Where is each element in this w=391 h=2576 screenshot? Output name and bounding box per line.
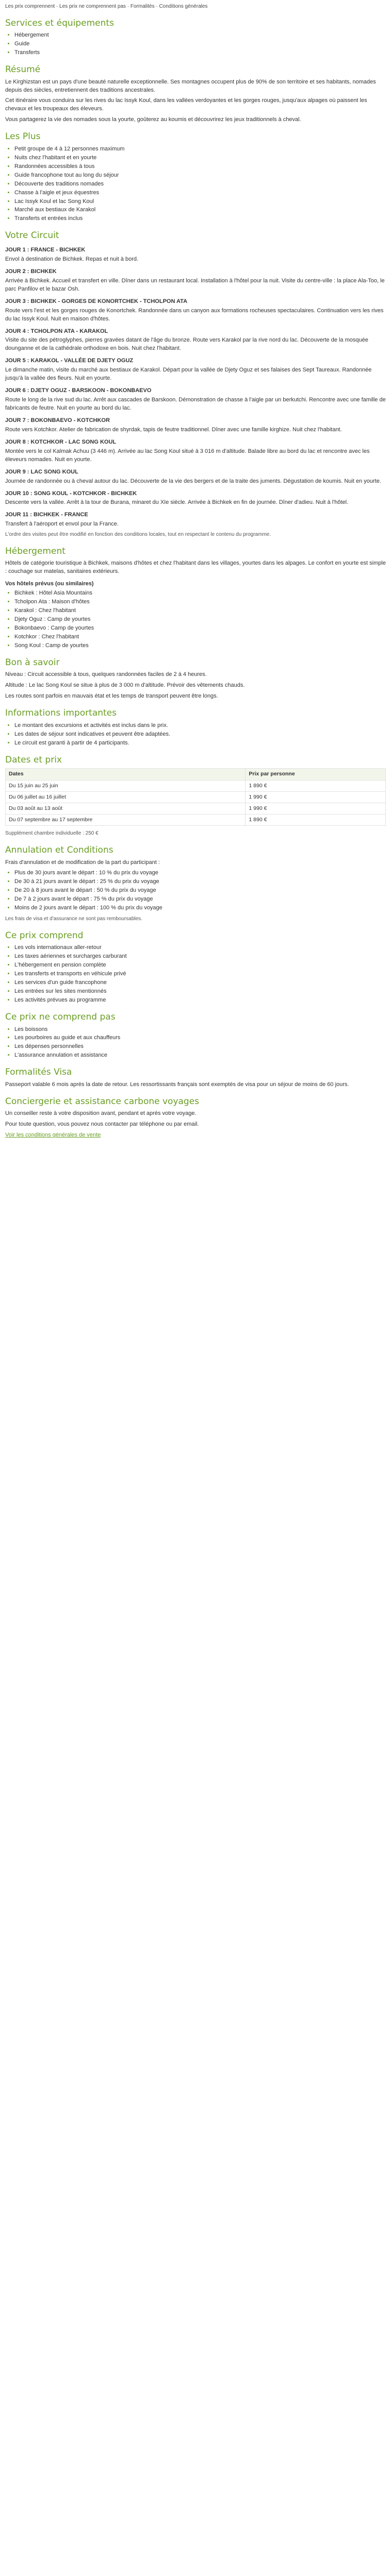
- table-row: [6, 780, 386, 791]
- table-cell: Du 07 septembre au 17 septembre: [6, 815, 246, 826]
- day-text: Arrivée à Bichkek. Accueil et transfert en ville. Dîner dans un restaurant local. Installation à l'hôtel pour la nuit. Visite du centre-ville : la place Ala-Too, le parc Panfilov et le bazar Osh.: [5, 277, 385, 292]
- list-item: • Le montant des excursions et activités est inclus dans le prix.: [14, 722, 386, 730]
- list-item: • Plus de 30 jours avant le départ : 10 % du prix du voyage: [14, 869, 386, 877]
- intro-paragraph: Cet itinéraire vous conduira sur les rives du lac Issyk Koul, dans les vallées verdoyantes et les gorges rouges, jusqu'aux alpages où paissent les chevaux et les troupeaux des éleveurs.: [5, 97, 367, 112]
- important-info-list: [5, 722, 386, 748]
- day-text: Le dimanche matin, visite du marché aux bestiaux de Karakol. Départ pour la vallée de Djety Oguz et ses falaises des Sept Taureaux. Randonnée jusqu'à la vallée des fleurs. Nuit en yourte.: [5, 367, 372, 382]
- day-title: JOUR 11 : BICHKEK - FRANCE: [5, 512, 88, 518]
- list-item: • Les boissons: [14, 1026, 386, 1034]
- table-row: [6, 803, 386, 814]
- lodging-title: Hébergement: [5, 546, 66, 556]
- list-item: • Petit groupe de 4 à 12 personnes maximum: [14, 145, 386, 154]
- day-title: JOUR 10 : SONG KOUL - KOTCHKOR - BICHKEK: [5, 490, 137, 497]
- lodging-text: Hôtels de catégorie touristique à Bichkek, maisons d'hôtes et chez l'habitant dans les villages, yourtes dans les alpages. Le confort en yourte est simple : couchage sur matelas, sanitaires extérieurs.: [5, 560, 386, 575]
- day-title: JOUR 3 : BICHKEK - GORGES DE KONORTCHEK - TCHOLPON ATA: [5, 298, 188, 304]
- table-header: Prix par personne: [246, 769, 386, 780]
- highlights-list: [5, 145, 386, 223]
- list-item: • Guide francophone tout au long du séjour: [14, 172, 386, 180]
- intro-paragraph: Vous partagerez la vie des nomades sous la yourte, goûterez au koumis et découvrirez les jeux traditionnels à cheval.: [5, 116, 301, 123]
- list-item: • Les entrées sur les sites mentionnés: [14, 988, 386, 996]
- list-item: • De 30 à 21 jours avant le départ : 25 % du prix du voyage: [14, 878, 386, 886]
- page: [0, 0, 391, 1153]
- list-item: • Moins de 2 jours avant le départ : 100 % du prix du voyage: [14, 904, 386, 912]
- list-item: • Les services d'un guide francophone: [14, 979, 386, 987]
- program-note: L'ordre des visites peut être modifié en fonction des conditions locales, tout en respectant le contenu du programme.: [5, 532, 271, 538]
- list-item: • Le circuit est garanti à partir de 4 participants.: [14, 739, 386, 748]
- list-item: • Chasse à l'aigle et jeux équestres: [14, 189, 386, 197]
- list-item: • Les activités prévues au programme: [14, 996, 386, 1005]
- dates-note: Supplément chambre individuelle : 250 €: [5, 831, 99, 837]
- day-text: Route vers l'est et les gorges rouges de Konortchek. Randonnée dans un canyon aux formations rocheuses spectaculaires. Continuation vers les rives du lac Issyk Koul. Nuit en maison d'hôtes.: [5, 307, 384, 322]
- services-title: Services et équipements: [5, 18, 114, 28]
- list-item: • Karakol : Chez l'habitant: [14, 607, 386, 615]
- price-table: [5, 768, 386, 826]
- assistance-text: Pour toute question, vous pouvez nous contacter par téléphone ou par email.: [5, 1121, 199, 1128]
- day-text: Route vers Kotchkor. Atelier de fabrication de shyrdak, tapis de feutre traditionnel. Dîner avec une famille kirghize. Nuit chez l'habitant.: [5, 426, 342, 433]
- day-text: Route le long de la rive sud du lac. Arrêt aux cascades de Barskoon. Démonstration de chasse à l'aigle par un berkutchi. Rencontre avec une famille de fabricants de feutre. Nuit en yourte au bord du lac.: [5, 397, 386, 411]
- list-item: • Les taxes aériennes et surcharges carburant: [14, 953, 386, 961]
- table-cell: 1 890 €: [246, 780, 386, 791]
- visa-text: Passeport valable 6 mois après la date de retour. Les ressortissants français sont exemptés de visa pour un séjour de moins de 60 jours.: [5, 1081, 349, 1088]
- day-title: JOUR 8 : KOTCHKOR - LAC SONG KOUL: [5, 438, 117, 445]
- program-title: Votre Circuit: [5, 230, 59, 241]
- visa-title: Formalités Visa: [5, 1067, 72, 1078]
- day-title: JOUR 9 : LAC SONG KOUL: [5, 468, 78, 475]
- important-info-title: Informations importantes: [5, 708, 117, 719]
- day-text: Descente vers la vallée. Arrêt à la tour de Burana, minaret du XIe siècle. Arrivée à Bichkek en fin de journée. Dîner d'adieu. Nuit à l'hôtel.: [5, 499, 349, 506]
- list-item: • Transferts et entrées inclus: [14, 215, 386, 223]
- list-item: • Les transferts et transports en véhicule privé: [14, 970, 386, 978]
- list-item: • Kotchkor : Chez l'habitant: [14, 633, 386, 641]
- intro-paragraph: Le Kirghizstan est un pays d'une beauté naturelle exceptionnelle. Ses montagnes occupent plus de 90% de son territoire et ses habitants, nomades depuis des siècles, entretiennent des traditions ancestrales.: [5, 78, 376, 93]
- list-item: • Marché aux bestiaux de Karakol: [14, 206, 386, 214]
- day-text: Envol à destination de Bichkek. Repas et nuit à bord.: [5, 256, 139, 262]
- good-to-know-text: Niveau : Circuit accessible à tous, quelques randonnées faciles de 2 à 4 heures.: [5, 671, 207, 678]
- list-item: • L'assurance annulation et assistance: [14, 1052, 386, 1060]
- table-row: [6, 769, 386, 780]
- list-item: • Nuits chez l'habitant et en yourte: [14, 154, 386, 162]
- list-item: • Les vols internationaux aller-retour: [14, 944, 386, 952]
- good-to-know-text: Altitude : Le lac Song Koul se situe à plus de 3 000 m d'altitude. Prévoir des vêtements chauds.: [5, 682, 245, 689]
- table-row: [6, 815, 386, 826]
- day-title: JOUR 5 : KARAKOL - VALLÉE DE DJETY OGUZ: [5, 358, 134, 364]
- services-list: [5, 31, 386, 57]
- terms-link[interactable]: Voir les conditions générales de vente: [5, 1132, 101, 1139]
- lodging-list-title: Vos hôtels prévus (ou similaires): [5, 581, 94, 587]
- table-row: [6, 791, 386, 803]
- program-days: [5, 246, 386, 529]
- list-item: • Les dépenses personnelles: [14, 1043, 386, 1051]
- list-item: • De 20 à 8 jours avant le départ : 50 % du prix du voyage: [14, 887, 386, 895]
- table-cell: Du 06 juillet au 16 juillet: [6, 791, 246, 803]
- day-text: Journée de randonnée ou à cheval autour du lac. Découverte de la vie des bergers et de la traite des juments. Dégustation de koumis. Nuit en yourte.: [5, 478, 381, 484]
- table-cell: Du 15 juin au 25 juin: [6, 780, 246, 791]
- not-included-title: Ce prix ne comprend pas: [5, 1011, 116, 1022]
- good-to-know-title: Bon à savoir: [5, 657, 60, 668]
- list-item: • Guide: [14, 40, 386, 48]
- list-item: • Transferts: [14, 49, 386, 57]
- dates-title: Dates et prix: [5, 754, 62, 765]
- list-item: • Les dates de séjour sont indicatives et peuvent être adaptées.: [14, 731, 386, 739]
- cancellation-title: Annulation et Conditions: [5, 844, 113, 855]
- good-to-know-text: Les routes sont parfois en mauvais état et les temps de transport peuvent être longs.: [5, 693, 218, 700]
- cancellation-text: Frais d'annulation et de modification de la part du participant :: [5, 859, 160, 866]
- list-item: • Song Koul : Camp de yourtes: [14, 642, 386, 650]
- top-nav-line: Les prix comprennent · Les prix ne comprennent pas · Formalités · Conditions générales: [5, 4, 208, 9]
- day-title: JOUR 6 : DJETY OGUZ - BARSKOON - BOKONBAEVO: [5, 387, 152, 394]
- day-title: JOUR 2 : BICHKEK: [5, 268, 57, 275]
- table-cell: 1 890 €: [246, 815, 386, 826]
- day-title: JOUR 4 : TCHOLPON ATA - KARAKOL: [5, 328, 108, 334]
- list-item: • Bokonbaevo : Camp de yourtes: [14, 624, 386, 633]
- list-item: • Randonnées accessibles à tous: [14, 163, 386, 171]
- highlights-title: Les Plus: [5, 131, 41, 142]
- assistance-title: Conciergerie et assistance carbone voyages: [5, 1096, 200, 1107]
- included-title: Ce prix comprend: [5, 930, 84, 941]
- list-item: • L'hébergement en pension complète: [14, 961, 386, 970]
- list-item: • Djety Oguz : Camp de yourtes: [14, 616, 386, 624]
- list-item: • Découverte des traditions nomades: [14, 180, 386, 189]
- day-text: Transfert à l'aéroport et envol pour la France.: [5, 521, 119, 528]
- table-cell: 1 990 €: [246, 791, 386, 803]
- list-item: • Tcholpon Ata : Maison d'hôtes: [14, 598, 386, 606]
- table-cell: Du 03 août au 13 août: [6, 803, 246, 814]
- lodging-list: [5, 589, 386, 650]
- list-item: • Les pourboires au guide et aux chauffeurs: [14, 1034, 386, 1042]
- assistance-text: Un conseiller reste à votre disposition avant, pendant et après votre voyage.: [5, 1110, 197, 1117]
- intro-title: Résumé: [5, 64, 41, 75]
- table-header: Dates: [6, 769, 246, 780]
- list-item: • Hébergement: [14, 31, 386, 40]
- day-title: JOUR 7 : BOKONBAEVO - KOTCHKOR: [5, 417, 110, 423]
- day-title: JOUR 1 : FRANCE - BICHKEK: [5, 247, 86, 253]
- list-item: • Bichkek : Hôtel Asia Mountains: [14, 589, 386, 598]
- day-text: Montée vers le col Kalmak Achuu (3 446 m). Arrivée au lac Song Koul situé à 3 016 m d'altitude. Balade libre au bord du lac et rencontre avec les éleveurs nomades. Nuit en yourte.: [5, 448, 370, 463]
- cancellation-note: Les frais de visa et d'assurance ne sont pas remboursables.: [5, 916, 142, 922]
- list-item: • Lac Issyk Koul et lac Song Koul: [14, 198, 386, 206]
- not-included-list: [5, 1026, 386, 1060]
- list-item: • De 7 à 2 jours avant le départ : 75 % du prix du voyage: [14, 895, 386, 904]
- cancellation-list: [5, 869, 386, 912]
- day-text: Visite du site des pétroglyphes, pierres gravées datant de l'âge du bronze. Route vers Karakol par la rive nord du lac. Découverte de la mosquée dounganne et de la cathédrale orthodoxe en bois. Nuit chez l'habitant.: [5, 337, 368, 352]
- included-list: [5, 944, 386, 1005]
- table-cell: 1 990 €: [246, 803, 386, 814]
